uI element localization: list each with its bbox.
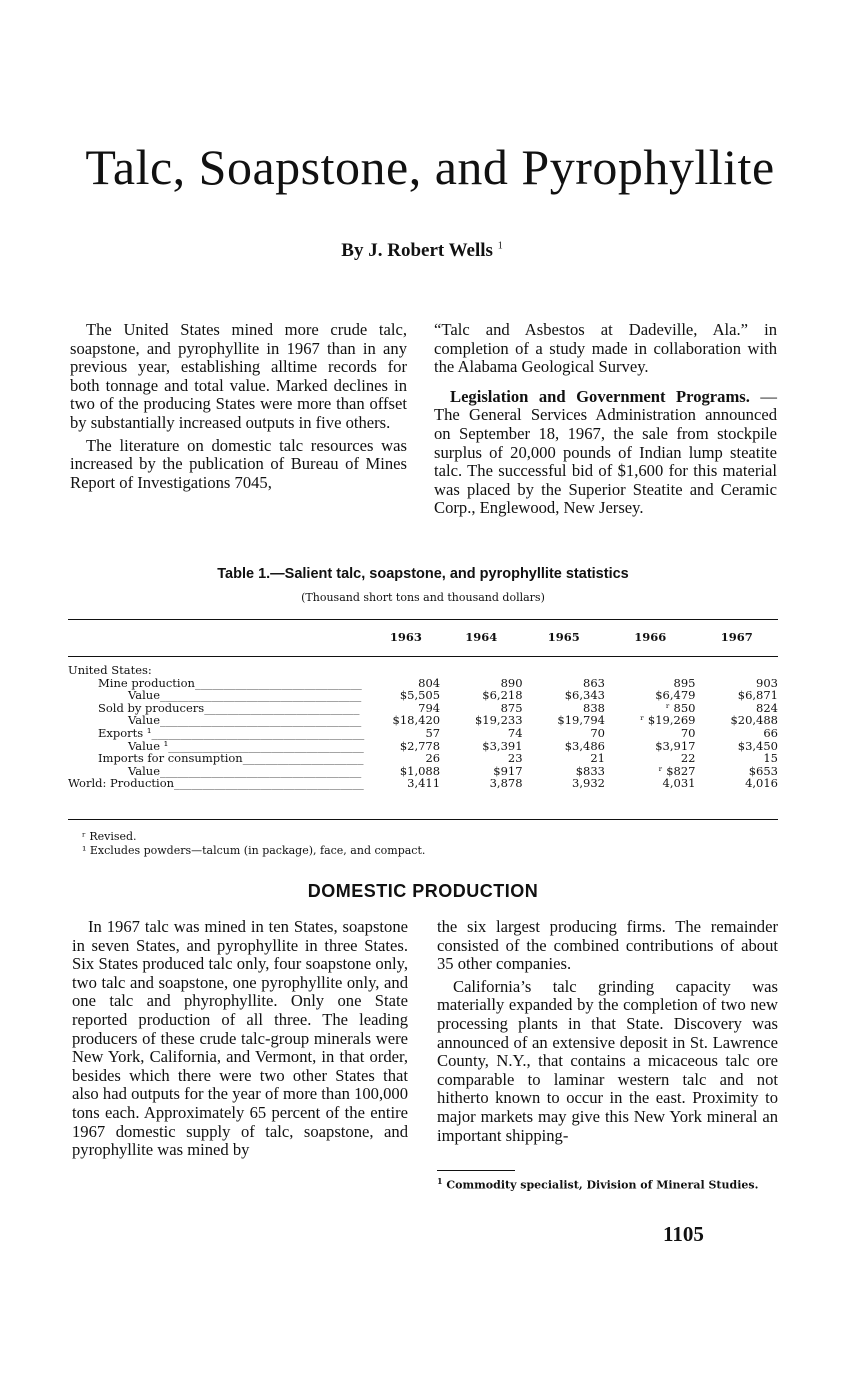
table-cell: 70 xyxy=(590,725,605,740)
domestic-left-column xyxy=(72,918,408,1160)
author-name: By J. Robert Wells xyxy=(341,240,493,261)
table-bottom-rule xyxy=(68,819,778,820)
table-cell: $6,343 xyxy=(564,688,605,703)
intro-continuation: “Talc and Asbestos at Dadeville, Ala.” in completion of a study made in collaboration with the Alabama Geological Survey. xyxy=(434,320,777,377)
year-header: 1965 xyxy=(547,629,580,644)
table-cell: 22 xyxy=(680,751,696,766)
table-cell: 4,031 xyxy=(662,776,696,791)
row-label xyxy=(68,752,372,765)
leader-dots: _____________________________________ xyxy=(151,725,365,740)
intro-right-column xyxy=(434,321,777,518)
row-label-text: Value xyxy=(128,713,160,728)
year-header: 1964 xyxy=(465,629,498,644)
legislation-text: —The General Services Administration announced on September 18, 1967, the sale from stockpile surplus of 20,000 pounds of Indian lump steatite talc. The successful bid of $1,600 for this material was placed by the Superior Steatite and Ceramic Corp., Englewood, New Jersey. xyxy=(434,386,777,518)
table-cell: $833 xyxy=(575,763,605,778)
table-cell: 794 xyxy=(418,700,441,715)
table-cell: $3,450 xyxy=(737,738,778,753)
table-header-row xyxy=(68,626,778,648)
table-cell: $3,917 xyxy=(655,738,696,753)
table-cell: 903 xyxy=(756,675,778,690)
table-cell: $19,794 xyxy=(557,713,605,728)
leader-dots: _________________________________ xyxy=(174,776,364,791)
table-subtitle: (Thousand short tons and thousand dollars) xyxy=(301,591,545,604)
author-byline xyxy=(0,240,844,262)
table-footnote: ʳ Revised. xyxy=(82,830,137,843)
table-cell: $653 xyxy=(748,763,778,778)
table-cell: 3,932 xyxy=(572,776,605,791)
table-cell: 70 xyxy=(680,725,696,740)
domestic-right-column xyxy=(437,918,778,1145)
table-cell: 66 xyxy=(763,725,778,740)
footnote-mark: 1 xyxy=(437,1176,443,1186)
row-label-text: Value xyxy=(128,688,160,703)
table-row xyxy=(68,752,778,765)
table-cell: 3,411 xyxy=(407,776,441,791)
table-cell: 4,016 xyxy=(745,776,778,791)
row-label-text: Value xyxy=(128,763,160,778)
table-cell: $6,871 xyxy=(737,688,778,703)
footnote-text: Commodity specialist, Division of Mineral Studies. xyxy=(446,1178,759,1192)
table-cell: ʳ 850 xyxy=(665,700,696,715)
table-cell: ʳ $19,269 xyxy=(640,713,696,728)
table-cell: 57 xyxy=(425,725,441,740)
table-cell: 804 xyxy=(418,675,441,690)
table-row xyxy=(68,777,778,790)
table-cell: $2,778 xyxy=(399,738,441,753)
table-cell: $3,486 xyxy=(564,738,605,753)
table-cell: $5,505 xyxy=(399,688,441,703)
table-cell: 21 xyxy=(590,751,605,766)
legislation-heading: Legislation and Government Programs. xyxy=(450,386,750,406)
table-footnotes xyxy=(82,830,425,858)
table-cell: $19,233 xyxy=(474,713,523,728)
leader-dots: _____________________ xyxy=(242,751,364,766)
table-cell: 838 xyxy=(583,700,605,715)
page-number: 1105 xyxy=(663,1222,704,1246)
leader-dots: __________________________________ xyxy=(168,738,364,753)
legislation-paragraph xyxy=(434,388,777,518)
table-cell: 23 xyxy=(507,751,523,766)
row-label-text: Imports for consumption xyxy=(98,751,243,766)
table-cell: 824 xyxy=(756,700,778,715)
leader-dots: ___________________________________ xyxy=(160,688,362,703)
row-label-text: Exports ¹ xyxy=(98,725,152,740)
leader-dots: ___________________________________ xyxy=(160,713,362,728)
table-cell: 26 xyxy=(425,751,441,766)
row-label-text: Mine production xyxy=(98,675,195,690)
year-header: 1963 xyxy=(389,629,422,644)
table-cell: 875 xyxy=(500,700,523,715)
table-cell: 74 xyxy=(507,725,523,740)
page-footnote xyxy=(437,1175,778,1192)
group-label: United States: xyxy=(68,663,152,677)
table-cell: 15 xyxy=(763,751,778,766)
table-top-rule xyxy=(68,619,778,620)
table-cell: ʳ $827 xyxy=(658,763,696,778)
table-body xyxy=(68,648,778,790)
row-label-text: Sold by producers xyxy=(98,700,205,715)
row-label-text: Value ¹ xyxy=(128,738,169,753)
table-cell: $1,088 xyxy=(399,763,441,778)
table-cell: $20,488 xyxy=(730,713,778,728)
table-title: Table 1.—Salient talc, soapstone, and pyrophyllite statistics xyxy=(217,566,629,582)
table-cell: $6,218 xyxy=(482,688,523,703)
author-footnote-mark: 1 xyxy=(497,240,503,252)
statistics-table xyxy=(68,626,778,790)
table-cell: $18,420 xyxy=(392,713,441,728)
table-cell: $917 xyxy=(493,763,523,778)
domestic-continuation: the six largest producing firms. The remainder consisted of the combined contributions of about 35 other companies. xyxy=(437,917,778,974)
table-cell: 3,878 xyxy=(489,776,523,791)
row-label-text: World: Production xyxy=(68,776,175,791)
leader-dots: ___________________________ xyxy=(204,700,360,715)
year-header: 1967 xyxy=(720,629,753,644)
domestic-paragraph: California’s talc grinding capacity was materially expanded by the completion of two new processing plants in that State. Discovery was announced of an extensive deposit in St. Lawrence County, N.Y., that contains a micaceous talc ore comparable to laminar western talc and not hitherto known to occur in the east. Proximity to major markets may give this New York mineral an important shipping- xyxy=(437,976,778,1145)
page-title: Talc, Soapstone, and Pyrophyllite xyxy=(85,139,775,195)
year-header: 1966 xyxy=(634,629,667,644)
table-cell: $3,391 xyxy=(482,738,523,753)
leader-dots: _____________________________ xyxy=(194,675,362,690)
footnote-rule xyxy=(437,1170,515,1171)
intro-paragraph: The literature on domestic talc resources was increased by the publication of Bureau of Mines Report of Investigations 7045, xyxy=(70,435,407,492)
table-cell: 895 xyxy=(673,675,696,690)
leader-dots: ___________________________________ xyxy=(160,763,362,778)
table-cell: 863 xyxy=(583,675,605,690)
intro-left-column xyxy=(70,321,407,492)
section-heading: DOMESTIC PRODUCTION xyxy=(307,881,539,901)
domestic-paragraph: In 1967 talc was mined in ten States, soapstone in seven States, and pyrophyllite in three States. Six States produced talc only, four soapstone only, two talc and soapstone, one pyrophyllite only, and one talc and phyrophyllite. Only one State reported production of all three. The leading producers of these crude talc-group minerals were New York, California, and Vermont, in that order, besides which there were two other States that also had outputs for the year of more than 100,000 tons each. Approximately 65 percent of the entire 1967 domestic supply of talc, soapstone, and pyrophyllite was mined by xyxy=(72,917,408,1160)
table-footnote: ¹ Excludes powders—talcum (in package), face, and compact. xyxy=(82,844,426,857)
table-row xyxy=(68,727,778,740)
table-cell: 890 xyxy=(500,675,523,690)
table-cell: $6,479 xyxy=(655,688,696,703)
row-label xyxy=(68,777,372,790)
row-label xyxy=(68,727,372,740)
intro-paragraph: The United States mined more crude talc, soapstone, and pyrophyllite in 1967 than in any previous year, establishing alltime records for both tonnage and total value. Marked declines in two of the producing States were more than offset by substantially increased outputs in five others. xyxy=(70,320,407,432)
